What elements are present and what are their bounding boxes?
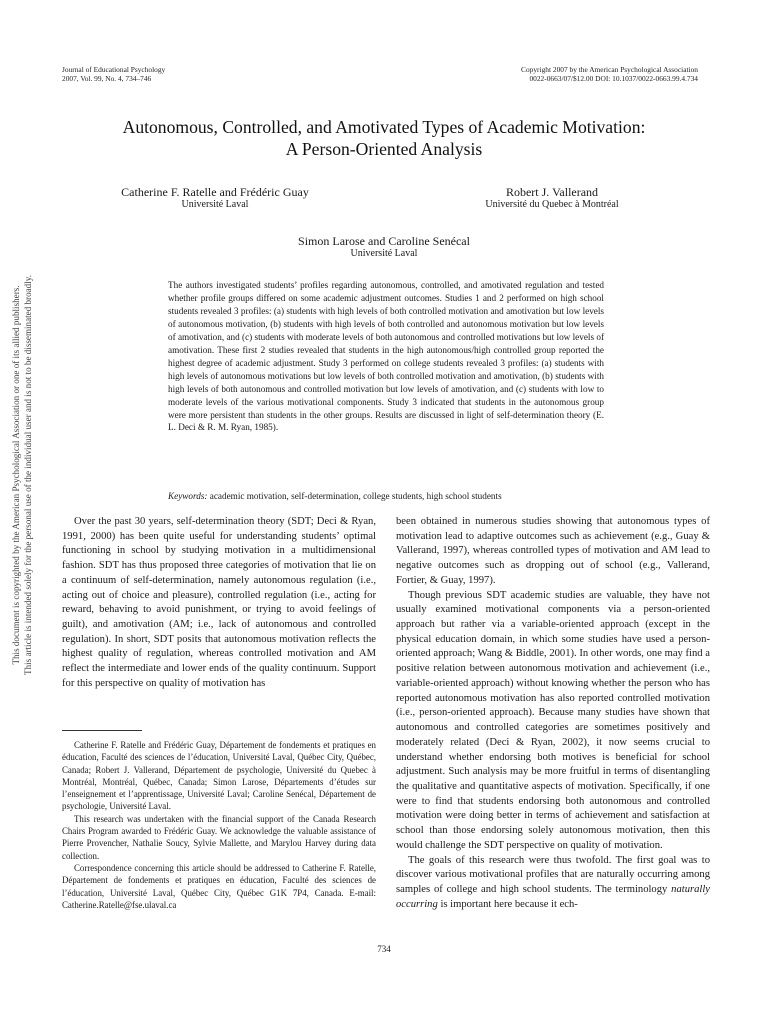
author-affiliation: Université du Quebec à Montréal	[485, 199, 619, 210]
author-block-2	[432, 186, 672, 210]
body-paragraph: been obtained in numerous studies showing that autonomous types of motivation lead to adaptive outcomes such as achievement (e.g., Guay & Vallerand, 1997), whereas controlled types of motivation and AM lead to negative outcomes such as dropping out of school (e.g., Vallerand, Fortier, & Guay, 1997).	[396, 516, 710, 586]
author-block-1	[85, 186, 345, 210]
body-paragraph: Over the past 30 years, self-determination theory (SDT; Deci & Ryan, 1991, 2000) has been quite useful for understanding students’ optimal functioning in school by studying motivation in a multidimensional fashion. SDT has thus proposed three categories of motivation that lie on a continuum of self-determination, namely autonomous regulation (i.e., acting out of choice and pleasure), controlled regulation (i.e., acting for reward, behaving to avoid punishment, or trying to avoid feelings of guilt), and amotivation (AM; i.e., lack of autonomous and controlled regulation). In short, SDT posits that autonomous motivation reflects the highest quality of regulation, whereas controlled motivation and AM reflect the intermediate and lower ends of the quality continuum. Support for this perspective on quality of motivation has	[62, 516, 376, 689]
keywords-text: academic motivation, self-determination, college students, high school students	[209, 491, 502, 501]
footnote-rule	[62, 730, 142, 731]
abstract: The authors investigated students’ profiles regarding autonomous, controlled, and amotivated regulation and tested whether profile groups differed on some academic adjustment outcomes. Studies 1 and 2 performed on high school students revealed 3 profiles: (a) students with high levels of both controlled motivation and amotivation but low levels of autonomous motivation, (b) students with high levels of both controlled and autonomous motivation but low levels of amotivation, and (c) students with moderate levels of both autonomous and controlled motivations but low levels of amotivation. These first 2 studies revealed that students in the high autonomous/high controlled group reported the highest degree of academic adjustment. Study 3 performed on college students revealed 3 profiles: (a) students with high levels of autonomous motivations but low levels of both controlled motivation and amotivation, (b) students with high levels of both autonomous and controlled motivation but low levels of amotivation, and (c) students with low to moderate levels of the various motivational components. Study 3 indicated that students in the autonomous group were more persistent than students in the other groups. Results are discussed in light of self-determination theory (E. L. Deci & R. M. Ryan, 1985).	[168, 280, 604, 433]
paragraph-text: is important here because it ech-	[440, 898, 578, 910]
author-affiliation: Université Laval	[350, 248, 418, 259]
author-names: Catherine F. Ratelle and Frédéric Guay	[121, 185, 309, 199]
author-names: Simon Larose and Caroline Senécal	[298, 234, 470, 248]
author-affiliation: Université Laval	[181, 199, 249, 210]
copyright-line: Copyright 2007 by the American Psychological Association	[521, 65, 698, 74]
side-notice-line-2: This article is intended solely for the personal use of the individual user and is not to be disseminated broadly.	[23, 275, 34, 675]
keywords	[168, 490, 604, 502]
author-block-3	[234, 235, 534, 259]
footnotes	[62, 739, 376, 911]
footnote-acknowledgment: This research was undertaken with the financial support of the Canada Research Chairs Program awarded to Frédéric Guay. We acknowledge the valuable assistance of Pierre Provencher, Nathalie Soucy, Sylvie Mallette, and Marylou Harvey during data collection.	[62, 813, 376, 861]
body-paragraph: Though previous SDT academic studies are valuable, they have not usually examined motivational components via a person-oriented approach but rather via a variable-oriented approach (except in the physical education domain, in which some studies have used a person-oriented approach; Wang & Biddle, 2001). In other words, one may find a positive relation between autonomous motivation and achievement (i.e., variable-oriented approach) without knowing whether the person who has reported autonomous motivation has also reported controlled motivation (i.e., person-oriented approach). Because many studies have shown that autonomous and controlled categories are sometimes positively and moderately related (Deci & Ryan, 2002), it now seems crucial to understand whether endorsing both motives is beneficial for school adjustment. Such analysis may be more fruitful in terms of disentangling the qualitative and quantitative aspects of motivation. Specifically, if one were to find that students endorsing both autonomous and controlled motivation were doing better in terms of achievement and satisfaction at school than those endorsing solely autonomous motivation, then this would challenge the SDT perspective on quality of motivation.	[396, 589, 710, 851]
footnote-affiliations: Catherine F. Ratelle and Frédéric Guay, Département de fondements et pratiques en éducation, Faculté des sciences de l’éducation, Université Laval, Québec City, Québec, Canada; Robert J. Vallerand, Département de psychologie, Université du Quebec à Montréal, Montréal, Québec, Canada; Simon Larose, Départements d’études sur l’enseignement et l’apprentissage, Université Laval; Caroline Senécal, Département de psychologie, Université Laval.	[62, 740, 376, 812]
title-line-2: A Person-Oriented Analysis	[285, 139, 483, 159]
journal-name: Journal of Educational Psychology	[62, 65, 166, 74]
body-paragraph	[396, 854, 710, 913]
copyright-header	[398, 66, 698, 83]
author-names: Robert J. Vallerand	[505, 185, 599, 199]
emphasis-text: naturally occurring	[396, 883, 710, 910]
title-line-1: Autonomous, Controlled, and Amotivated Types of Academic Motivation:	[122, 117, 646, 137]
body-right-column	[396, 515, 710, 912]
doi-line: 0022-0663/07/$12.00 DOI: 10.1037/0022-0663.99.4.734	[529, 73, 698, 83]
side-copyright-notice	[9, 275, 35, 675]
article-title	[40, 116, 728, 160]
footnote-correspondence: Correspondence concerning this article should be addressed to Catherine F. Ratelle, Département de fondements et pratiques en éducation, Faculté des sciences de l’éducation, Université Laval, Québec City, Québec G1K 7P4, Canada. E-mail: Catherine.Ratelle@fse.ulaval.ca	[62, 862, 376, 910]
keywords-label: Keywords:	[168, 491, 208, 501]
side-notice-line-1: This document is copyrighted by the American Psychological Association or one of its allied publishers.	[11, 285, 22, 665]
journal-volume: 2007, Vol. 99, No. 4, 734–746	[62, 73, 152, 83]
body-left-column	[62, 515, 376, 692]
page-number: 734	[377, 944, 391, 954]
journal-header	[62, 66, 322, 83]
paragraph-text: The goals of this research were thus twofold. The first goal was to discover various motivational profiles that are naturally occurring among samples of college and high school students. The terminology	[396, 854, 710, 895]
